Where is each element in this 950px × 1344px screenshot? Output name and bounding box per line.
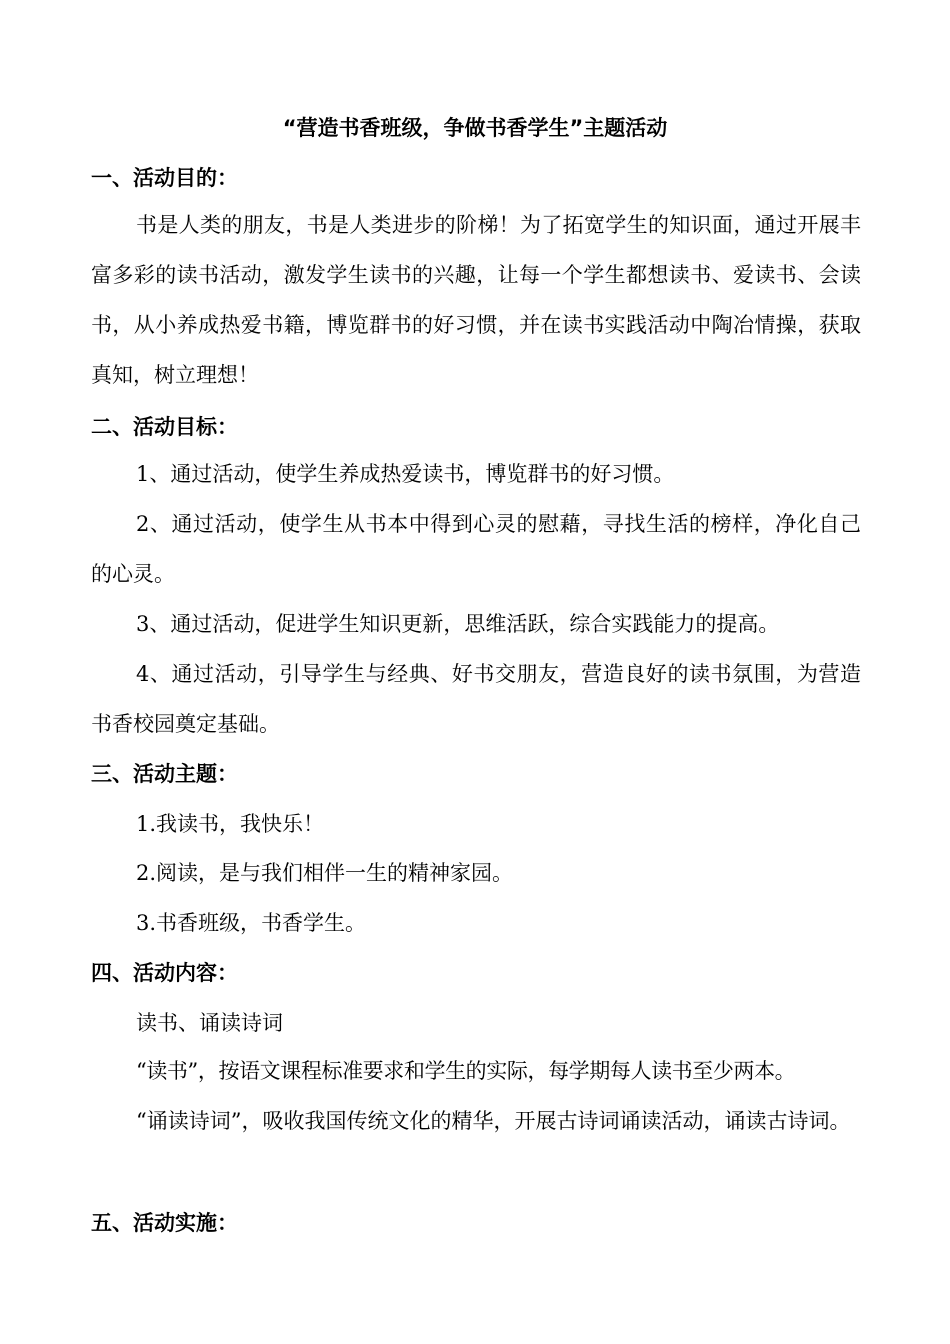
content-intro: 读书、诵读诗词 [136,1011,283,1035]
section-heading-implementation: 五、活动实施： [91,1211,238,1235]
content-reading-paragraph: “读书”，按语文课程标准要求和学生的实际，每学期每人读书至少两本。 [136,1059,796,1083]
document-title: “营造书香班级，争做书香学生”主题活动 [282,116,668,140]
theme-item-2: 2.阅读，是与我们相伴一生的精神家园。 [136,861,514,885]
section-heading-themes: 三、活动主题： [91,762,238,786]
goal-item-3: 3、通过活动，促进学生知识更新，思维活跃，综合实践能力的提高。 [136,612,780,636]
goal-item-2: 2、通过活动，使学生从书本中得到心灵的慰藉，寻找生活的榜样，净化自己的心灵。 [91,512,861,586]
goal-item-4: 4、通过活动，引导学生与经典、好书交朋友，营造良好的读书氛围，为营造书香校园奠定基础。 [91,662,861,736]
section-heading-content: 四、活动内容： [91,961,238,985]
section-heading-purpose: 一、活动目的： [91,166,238,190]
goal-item-1: 1、通过活动，使学生养成热爱读书，博览群书的好习惯。 [136,462,675,486]
purpose-paragraph: 书是人类的朋友，书是人类进步的阶梯！为了拓宽学生的知识面，通过开展丰富多彩的读书活动，激发学生读书的兴趣，让每一个学生都想读书、爱读书、会读书，从小养成热爱书籍，博览群书的好习惯，并在读书实践活动中陶冶情操，获取真知，树立理想！ [91,213,861,387]
content-poetry-paragraph: “诵读诗词”，吸收我国传统文化的精华，开展古诗词诵读活动，诵读古诗词。 [136,1109,851,1133]
section-heading-goals: 二、活动目标： [91,415,238,439]
theme-item-3: 3.书香班级，书香学生。 [136,911,367,935]
theme-item-1: 1.我读书，我快乐！ [136,812,325,836]
